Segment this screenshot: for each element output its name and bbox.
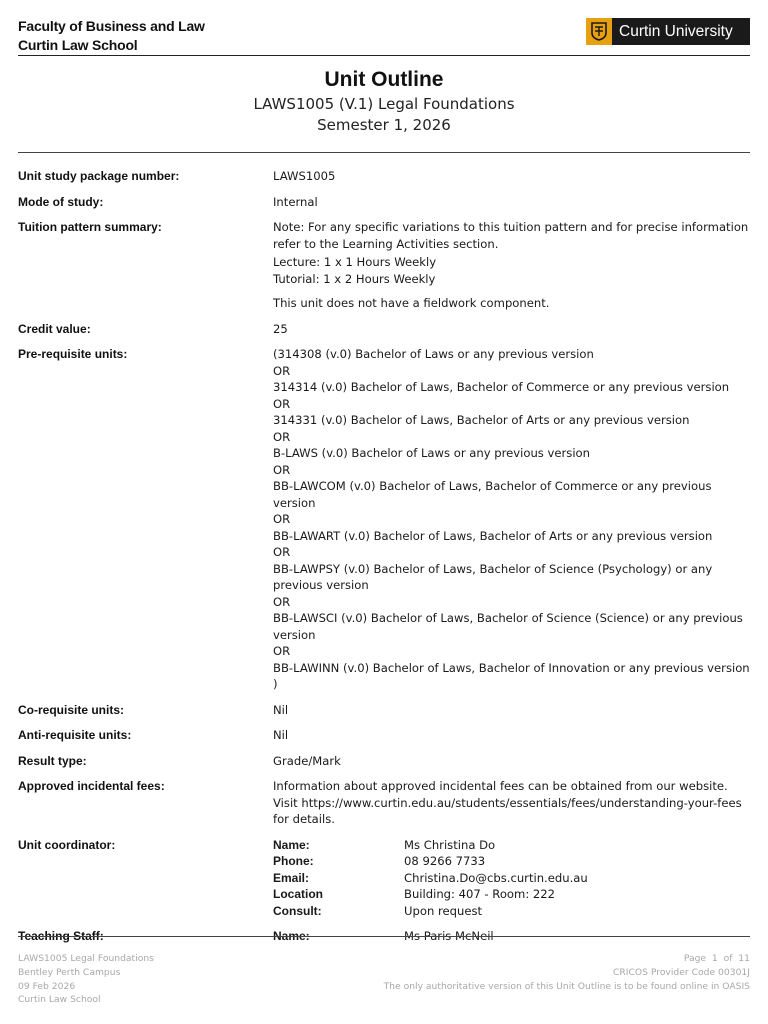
prereq-or: OR	[273, 396, 291, 411]
row-prereq	[18, 346, 750, 693]
prereq-or: OR	[273, 429, 291, 444]
value-fees: Information about approved incidental fees can be obtained from our website. Visit https://www.curtin.edu.au/students/essentials/fees/understanding-your-fees for details.	[273, 779, 742, 826]
coordinator-name	[273, 837, 750, 854]
prereq-or: OR	[273, 594, 291, 609]
logo-text: Curtin University	[619, 22, 733, 40]
value: Ms Paris McNeil	[404, 929, 494, 943]
value-coordinator	[273, 837, 750, 920]
tuition-tutorial: Tutorial: 1 x 2 Hours Weekly	[273, 271, 436, 286]
row-mode	[18, 194, 750, 211]
key: Location	[273, 887, 323, 901]
row-credit	[18, 321, 750, 338]
unit-details	[18, 168, 750, 954]
coordinator-consult	[273, 903, 750, 920]
value-tuition	[273, 219, 750, 312]
curtin-shield-icon	[586, 18, 612, 45]
prereq-line: BB-LAWINN (v.0) Bachelor of Laws, Bachelor of Innovation or any previous version )	[273, 660, 750, 691]
prereq-line: 314331 (v.0) Bachelor of Laws, Bachelor of Arts or any previous version	[273, 413, 690, 427]
tuition-note: Note: For any specific variations to this tuition pattern and for precise information refer to the Learning Activities section.	[273, 220, 749, 251]
label-tuition: Tuition pattern summary:	[18, 220, 162, 234]
value: Ms Christina Do	[404, 837, 496, 852]
title-block	[0, 66, 768, 136]
row-tuition	[18, 219, 750, 312]
prereq-or: OR	[273, 512, 291, 526]
curtin-logo	[586, 18, 750, 45]
page-title: Unit Outline	[324, 68, 444, 91]
key: Name:	[273, 837, 310, 852]
tuition-fieldwork: This unit does not have a fieldwork component.	[273, 296, 550, 310]
label-coordinator: Unit coordinator:	[18, 837, 116, 852]
row-coordinator	[18, 837, 750, 920]
footer-left	[18, 952, 154, 1007]
footer-unit: LAWS1005 Legal Foundations	[18, 953, 154, 964]
footer-school: Curtin Law School	[18, 994, 101, 1006]
title-divider	[18, 152, 750, 153]
value-credit: 25	[273, 321, 288, 336]
footer-campus: Bentley Perth Campus	[18, 966, 121, 978]
page-number: Page 1 of 11	[683, 953, 750, 964]
row-result	[18, 753, 750, 770]
row-antireq	[18, 727, 750, 744]
value: Christina.Do@cbs.curtin.edu.au	[404, 870, 588, 885]
faculty-name: Faculty of Business and Law	[18, 18, 205, 34]
authority-note: The only authoritative version of this Unit Outline is to be found online in OASIS	[383, 980, 750, 992]
footer-right	[384, 952, 750, 993]
footer-date: 09 Feb 2026	[18, 980, 76, 992]
prereq-or: OR	[273, 462, 291, 477]
label-teaching-staff: Teaching Staff:	[18, 929, 104, 943]
label-result: Result type:	[18, 753, 87, 768]
prereq-line: (314308 (v.0) Bachelor of Laws or any previous version	[273, 347, 594, 361]
row-fees	[18, 778, 750, 828]
label-coreq: Co-requisite units:	[18, 702, 125, 717]
label-credit: Credit value:	[18, 321, 91, 336]
value: Building: 407 - Room: 222	[404, 887, 556, 901]
faculty-header	[18, 17, 205, 55]
coordinator-location	[273, 886, 750, 903]
value-result: Grade/Mark	[273, 753, 341, 768]
prereq-or: OR	[273, 363, 291, 378]
prereq-or: OR	[273, 545, 291, 559]
value-prereq	[273, 346, 750, 693]
row-usp	[18, 168, 750, 185]
prereq-line: 314314 (v.0) Bachelor of Laws, Bachelor of Commerce or any previous version	[273, 380, 730, 394]
value-mode: Internal	[273, 194, 318, 209]
value-coreq: Nil	[273, 702, 289, 717]
key: Email:	[273, 870, 310, 885]
value-usp: LAWS1005	[273, 169, 336, 183]
row-coreq	[18, 702, 750, 719]
value: 08 9266 7733	[404, 854, 486, 868]
unit-name: LAWS1005 (V.1) Legal Foundations	[253, 95, 515, 113]
prereq-line: BB-LAWSCI (v.0) Bachelor of Laws, Bachelor of Science (Science) or any previous version	[273, 611, 743, 642]
prereq-line: BB-LAWPSY (v.0) Bachelor of Laws, Bachelor of Science (Psychology) or any previous version	[273, 561, 713, 592]
label-antireq: Anti-requisite units:	[18, 728, 132, 742]
header-divider	[18, 55, 750, 56]
label-mode: Mode of study:	[18, 194, 104, 209]
prereq-line: BB-LAWART (v.0) Bachelor of Laws, Bachelor of Arts or any previous version	[273, 528, 713, 543]
prereq-or: OR	[273, 644, 291, 658]
coordinator-email	[273, 870, 750, 887]
school-name: Curtin Law School	[18, 37, 138, 53]
label-usp: Unit study package number:	[18, 169, 180, 183]
label-fees: Approved incidental fees:	[18, 779, 165, 793]
key: Phone:	[273, 854, 314, 868]
tuition-lecture: Lecture: 1 x 1 Hours Weekly	[273, 255, 437, 269]
value: Upon request	[404, 903, 483, 918]
coordinator-phone	[273, 853, 750, 870]
cricos-code: CRICOS Provider Code 00301J	[612, 966, 750, 978]
prereq-line: B-LAWS (v.0) Bachelor of Laws or any previous version	[273, 446, 590, 460]
key: Consult:	[273, 903, 322, 918]
key: Name:	[273, 929, 310, 943]
footer-divider	[18, 936, 750, 937]
label-prereq: Pre-requisite units:	[18, 347, 128, 361]
prereq-line: BB-LAWCOM (v.0) Bachelor of Laws, Bachelor of Commerce or any previous version	[273, 479, 712, 510]
semester: Semester 1, 2026	[317, 116, 451, 134]
value-antireq: Nil	[273, 728, 289, 742]
